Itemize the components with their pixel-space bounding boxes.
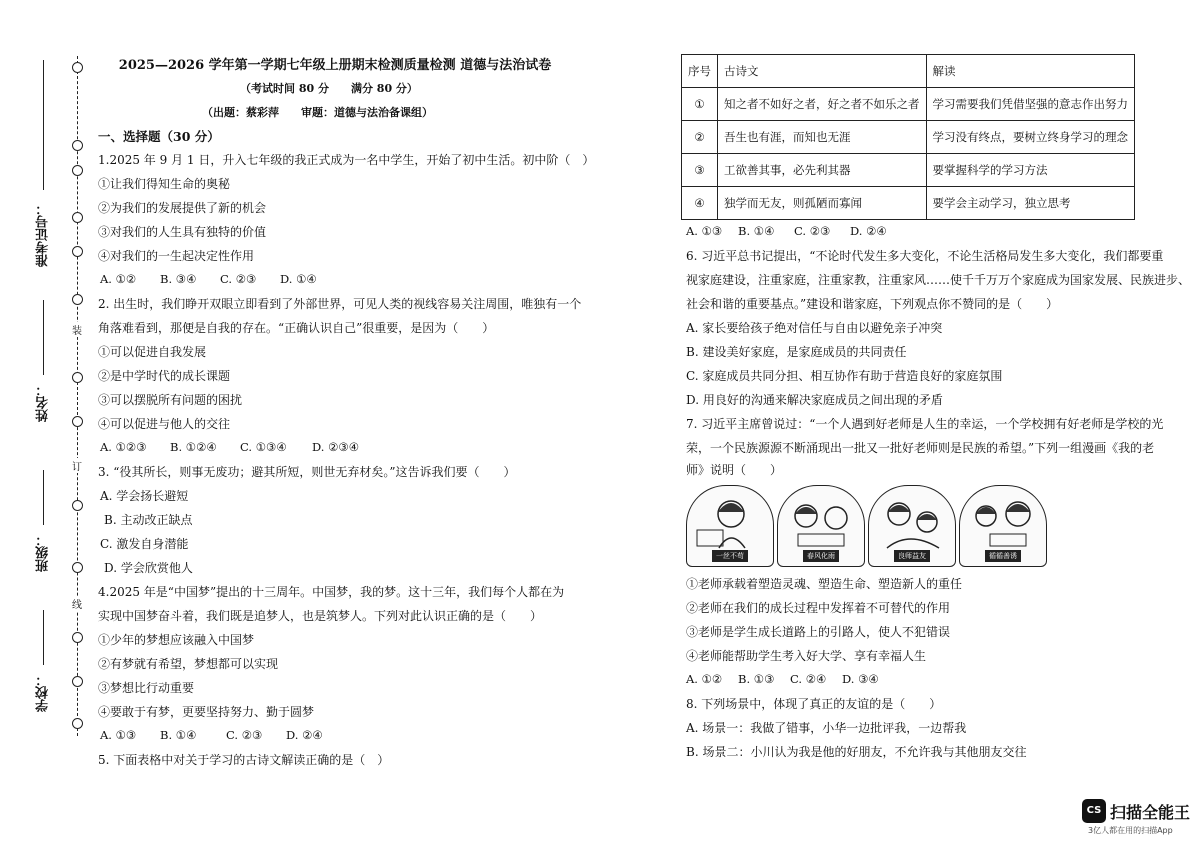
- exam-title: 2025—2026 学年第一学期七年级上册期末检测质量检测 道德与法治试卷: [118, 58, 552, 73]
- class-field[interactable]: [30, 470, 60, 580]
- field-underline: [43, 610, 44, 665]
- q4-item: ①少年的梦想应该融入中国梦: [98, 633, 255, 647]
- table-row: [682, 121, 1135, 154]
- q3-option-d[interactable]: D. 学会欣赏他人: [104, 561, 193, 575]
- q1-item: ②为我们的发展提供了新的机会: [98, 201, 267, 215]
- q2-stem: 2. 出生时，我们睁开双眼立即看到了外部世界，可见人类的视线容易关注周围，唯独有一个: [98, 297, 582, 311]
- q6-option-a[interactable]: A. 家长要给孩子绝对信任与自由以避免亲子冲突: [686, 321, 943, 335]
- binding-circle: [72, 676, 83, 687]
- q4-option-a[interactable]: A. ①③: [100, 728, 137, 742]
- table-cell: ①: [682, 88, 718, 121]
- q5-option-d[interactable]: D. ②④: [850, 224, 887, 238]
- school-field[interactable]: [30, 610, 60, 720]
- q4-stem: 4.2025 年是“中国梦”提出的十三周年。中国梦，我的梦。这十三年，我们每个人都在为: [98, 585, 565, 599]
- q3-option-c[interactable]: C. 激发自身潜能: [100, 537, 189, 551]
- q2-item: ③可以摆脱所有问题的困扰: [98, 393, 243, 407]
- q4-option-b[interactable]: B. ①④: [160, 728, 197, 742]
- q7-item: ③老师是学生成长道路上的引路人，使人不犯错误: [686, 625, 951, 639]
- exam-number-field[interactable]: [30, 60, 60, 280]
- binding-circle: [72, 294, 83, 305]
- table-row: [682, 88, 1135, 121]
- binding-circle: [72, 632, 83, 643]
- table-cell: 要学会主动学习，独立思考: [926, 187, 1135, 220]
- cartoon-caption: 循循善诱: [985, 550, 1021, 562]
- q4-item: ③梦想比行动重要: [98, 681, 195, 695]
- camscanner-logo-icon: CS: [1082, 799, 1106, 823]
- cartoon-caption: 春风化雨: [803, 550, 839, 562]
- table-header: 解读: [926, 55, 1135, 88]
- binding-char-ding: 订: [70, 458, 84, 473]
- name-label: 姓名：: [36, 383, 51, 422]
- q1-option-d[interactable]: D. ①④: [280, 272, 317, 286]
- table-header: 古诗文: [718, 55, 927, 88]
- q3-option-b[interactable]: B. 主动改正缺点: [104, 513, 193, 527]
- q1-option-a[interactable]: A. ①②: [100, 272, 137, 286]
- field-underline: [43, 470, 44, 525]
- q7-stem: 7. 习近平主席曾说过：“一个人遇到好老师是人生的幸运，一个学校拥有好老师是学校的光: [686, 417, 1164, 431]
- cartoon-panel-2: [777, 485, 865, 567]
- table-header: 序号: [682, 55, 718, 88]
- class-label: 班级：: [36, 533, 51, 572]
- table-cell: 工欲善其事，必先利其器: [718, 154, 927, 187]
- q4-option-c[interactable]: C. ②③: [226, 728, 263, 742]
- q5-option-a[interactable]: A. ①③: [686, 224, 723, 238]
- binding-circle: [72, 416, 83, 427]
- table-cell: 吾生也有涯，而知也无涯: [718, 121, 927, 154]
- q1-option-b[interactable]: B. ③④: [160, 272, 197, 286]
- cartoon-panel-4: [959, 485, 1047, 567]
- q6-stem-cont: 社会和谐的重要基点。”建设和谐家庭，下列观点你不赞同的是（ ）: [686, 297, 1059, 311]
- table-cell: 独学而无友，则孤陋而寡闻: [718, 187, 927, 220]
- binding-circle: [72, 212, 83, 223]
- q7-option-b[interactable]: B. ①③: [738, 672, 775, 686]
- q2-item: ④可以促进与他人的交往: [98, 417, 231, 431]
- watermark-app-name: 扫描全能王: [1110, 803, 1191, 822]
- table-header-row: [682, 55, 1135, 88]
- exam-author-info: （出题：蔡彩萍 审题：道德与法治备课组）: [202, 106, 433, 119]
- table-cell: 学习没有终点，要树立终身学习的理念: [926, 121, 1135, 154]
- q7-item: ②老师在我们的成长过程中发挥着不可替代的作用: [686, 601, 951, 615]
- watermark-tagline: 3亿人都在用的扫描App: [1088, 826, 1173, 835]
- q7-stem-cont: 荣，一个民族源源不断涌现出一批又一批好老师则是民族的希望。”下列一组漫画《我的老: [686, 441, 1155, 455]
- q2-options: [100, 440, 382, 454]
- field-underline: [43, 60, 44, 190]
- section-heading: 一、选择题（30 分）: [98, 129, 220, 144]
- q4-item: ④要敢于有梦，更要坚持努力、勤于圆梦: [98, 705, 315, 719]
- q1-options: [100, 272, 340, 286]
- name-field[interactable]: [30, 300, 60, 430]
- q4-stem-cont: 实现中国梦奋斗着，我们既是追梦人，也是筑梦人。下列对此认识正确的是（ ）: [98, 609, 543, 623]
- q1-option-c[interactable]: C. ②③: [220, 272, 257, 286]
- q7-item: ④老师能帮助学生考入好大学、享有幸福人生: [686, 649, 927, 663]
- q1-stem: 1.2025 年 9 月 1 日，升入七年级的我正式成为一名中学生，开始了初中生活。初中阶（ ）: [98, 153, 595, 167]
- table-cell: ④: [682, 187, 718, 220]
- table-cell: 学习需要我们凭借坚强的意志作出努力: [926, 88, 1135, 121]
- q6-option-d[interactable]: D. 用良好的沟通来解决家庭成员之间出现的矛盾: [686, 393, 943, 407]
- q2-item: ②是中学时代的成长课题: [98, 369, 231, 383]
- q5-option-b[interactable]: B. ①④: [738, 224, 775, 238]
- field-underline: [43, 300, 44, 375]
- q3-stem: 3. “役其所长，则事无废功；避其所短，则世无弃材矣。”这告诉我们要（ ）: [98, 465, 516, 479]
- q7-option-c[interactable]: C. ②④: [790, 672, 827, 686]
- q5-option-c[interactable]: C. ②③: [794, 224, 831, 238]
- q2-stem-cont: 角落难看到，那便是自我的存在。“正确认识自己”很重要，是因为（ ）: [98, 321, 495, 335]
- q5-options: [686, 224, 906, 238]
- table-row: [682, 187, 1135, 220]
- q7-option-d[interactable]: D. ③④: [842, 672, 879, 686]
- q2-option-a[interactable]: A. ①②③: [100, 440, 147, 454]
- exam-time-info: （考试时间 80 分 满分 80 分）: [240, 82, 418, 95]
- exam-number-label: 准考证号：: [36, 202, 51, 268]
- binding-circle: [72, 372, 83, 383]
- q4-item: ②有梦就有希望，梦想都可以实现: [98, 657, 279, 671]
- q8-stem: 8. 下列场景中，体现了真正的友谊的是（ ）: [686, 697, 942, 711]
- cartoon-caption: 一丝不苟: [712, 550, 748, 562]
- q8-option-a[interactable]: A. 场景一：我做了错事，小华一边批评我，一边帮我: [686, 721, 967, 735]
- q2-option-d[interactable]: D. ②③④: [312, 440, 360, 454]
- q1-item: ④对我们的一生起决定性作用: [98, 249, 255, 263]
- q6-stem-cont: 视家庭建设，注重家庭，注重家教，注重家风……使千千万万个家庭成为国家发展、民族进步、: [686, 273, 1191, 287]
- binding-circle: [72, 165, 83, 176]
- binding-char-xian: 线: [70, 596, 84, 611]
- q8-option-b[interactable]: B. 场景二：小川认为我是他的好朋友，不允许我与其他朋友交往: [686, 745, 1027, 759]
- binding-circle: [72, 246, 83, 257]
- q7-option-a[interactable]: A. ①②: [686, 672, 723, 686]
- poem-table: [681, 54, 1135, 220]
- q2-item: ①可以促进自我发展: [98, 345, 207, 359]
- cartoon-caption: 良师益友: [894, 550, 930, 562]
- q1-item: ③对我们的人生具有独特的价值: [98, 225, 267, 239]
- q7-item: ①老师承载着塑造灵魂、塑造生命、塑造新人的重任: [686, 577, 963, 591]
- binding-circle: [72, 718, 83, 729]
- q6-stem: 6. 习近平总书记提出，“不论时代发生多大变化，不论生活格局发生多大变化，我们都要重: [686, 249, 1164, 263]
- table-cell: 知之者不如好之者，好之者不如乐之者: [718, 88, 927, 121]
- q6-option-c[interactable]: C. 家庭成员共同分担、相互协作有助于营造良好的家庭氛围: [686, 369, 1003, 383]
- q1-item: ①让我们得知生命的奥秘: [98, 177, 231, 191]
- q2-option-b[interactable]: B. ①②④: [170, 440, 217, 454]
- q4-option-d[interactable]: D. ②④: [286, 728, 323, 742]
- q2-option-c[interactable]: C. ①③④: [240, 440, 287, 454]
- binding-char-zhuang: 装: [70, 322, 84, 337]
- q7-options: [686, 672, 894, 686]
- q7-stem-cont: 师》说明（ ）: [686, 463, 783, 477]
- q3-option-a[interactable]: A. 学会扬长避短: [100, 489, 189, 503]
- q6-option-b[interactable]: B. 建设美好家庭，是家庭成员的共同责任: [686, 345, 907, 359]
- cartoon-panel-1: [686, 485, 774, 567]
- table-row: [682, 154, 1135, 187]
- cartoon-panel-3: [868, 485, 956, 567]
- binding-circle: [72, 62, 83, 73]
- school-label: 学校：: [36, 673, 51, 712]
- binding-circle: [72, 500, 83, 511]
- table-cell: ③: [682, 154, 718, 187]
- binding-circle: [72, 562, 83, 573]
- table-cell: 要掌握科学的学习方法: [926, 154, 1135, 187]
- binding-circle: [72, 140, 83, 151]
- q5-stem: 5. 下面表格中对关于学习的古诗文解读正确的是（ ）: [98, 753, 390, 767]
- table-cell: ②: [682, 121, 718, 154]
- q4-options: [100, 728, 346, 742]
